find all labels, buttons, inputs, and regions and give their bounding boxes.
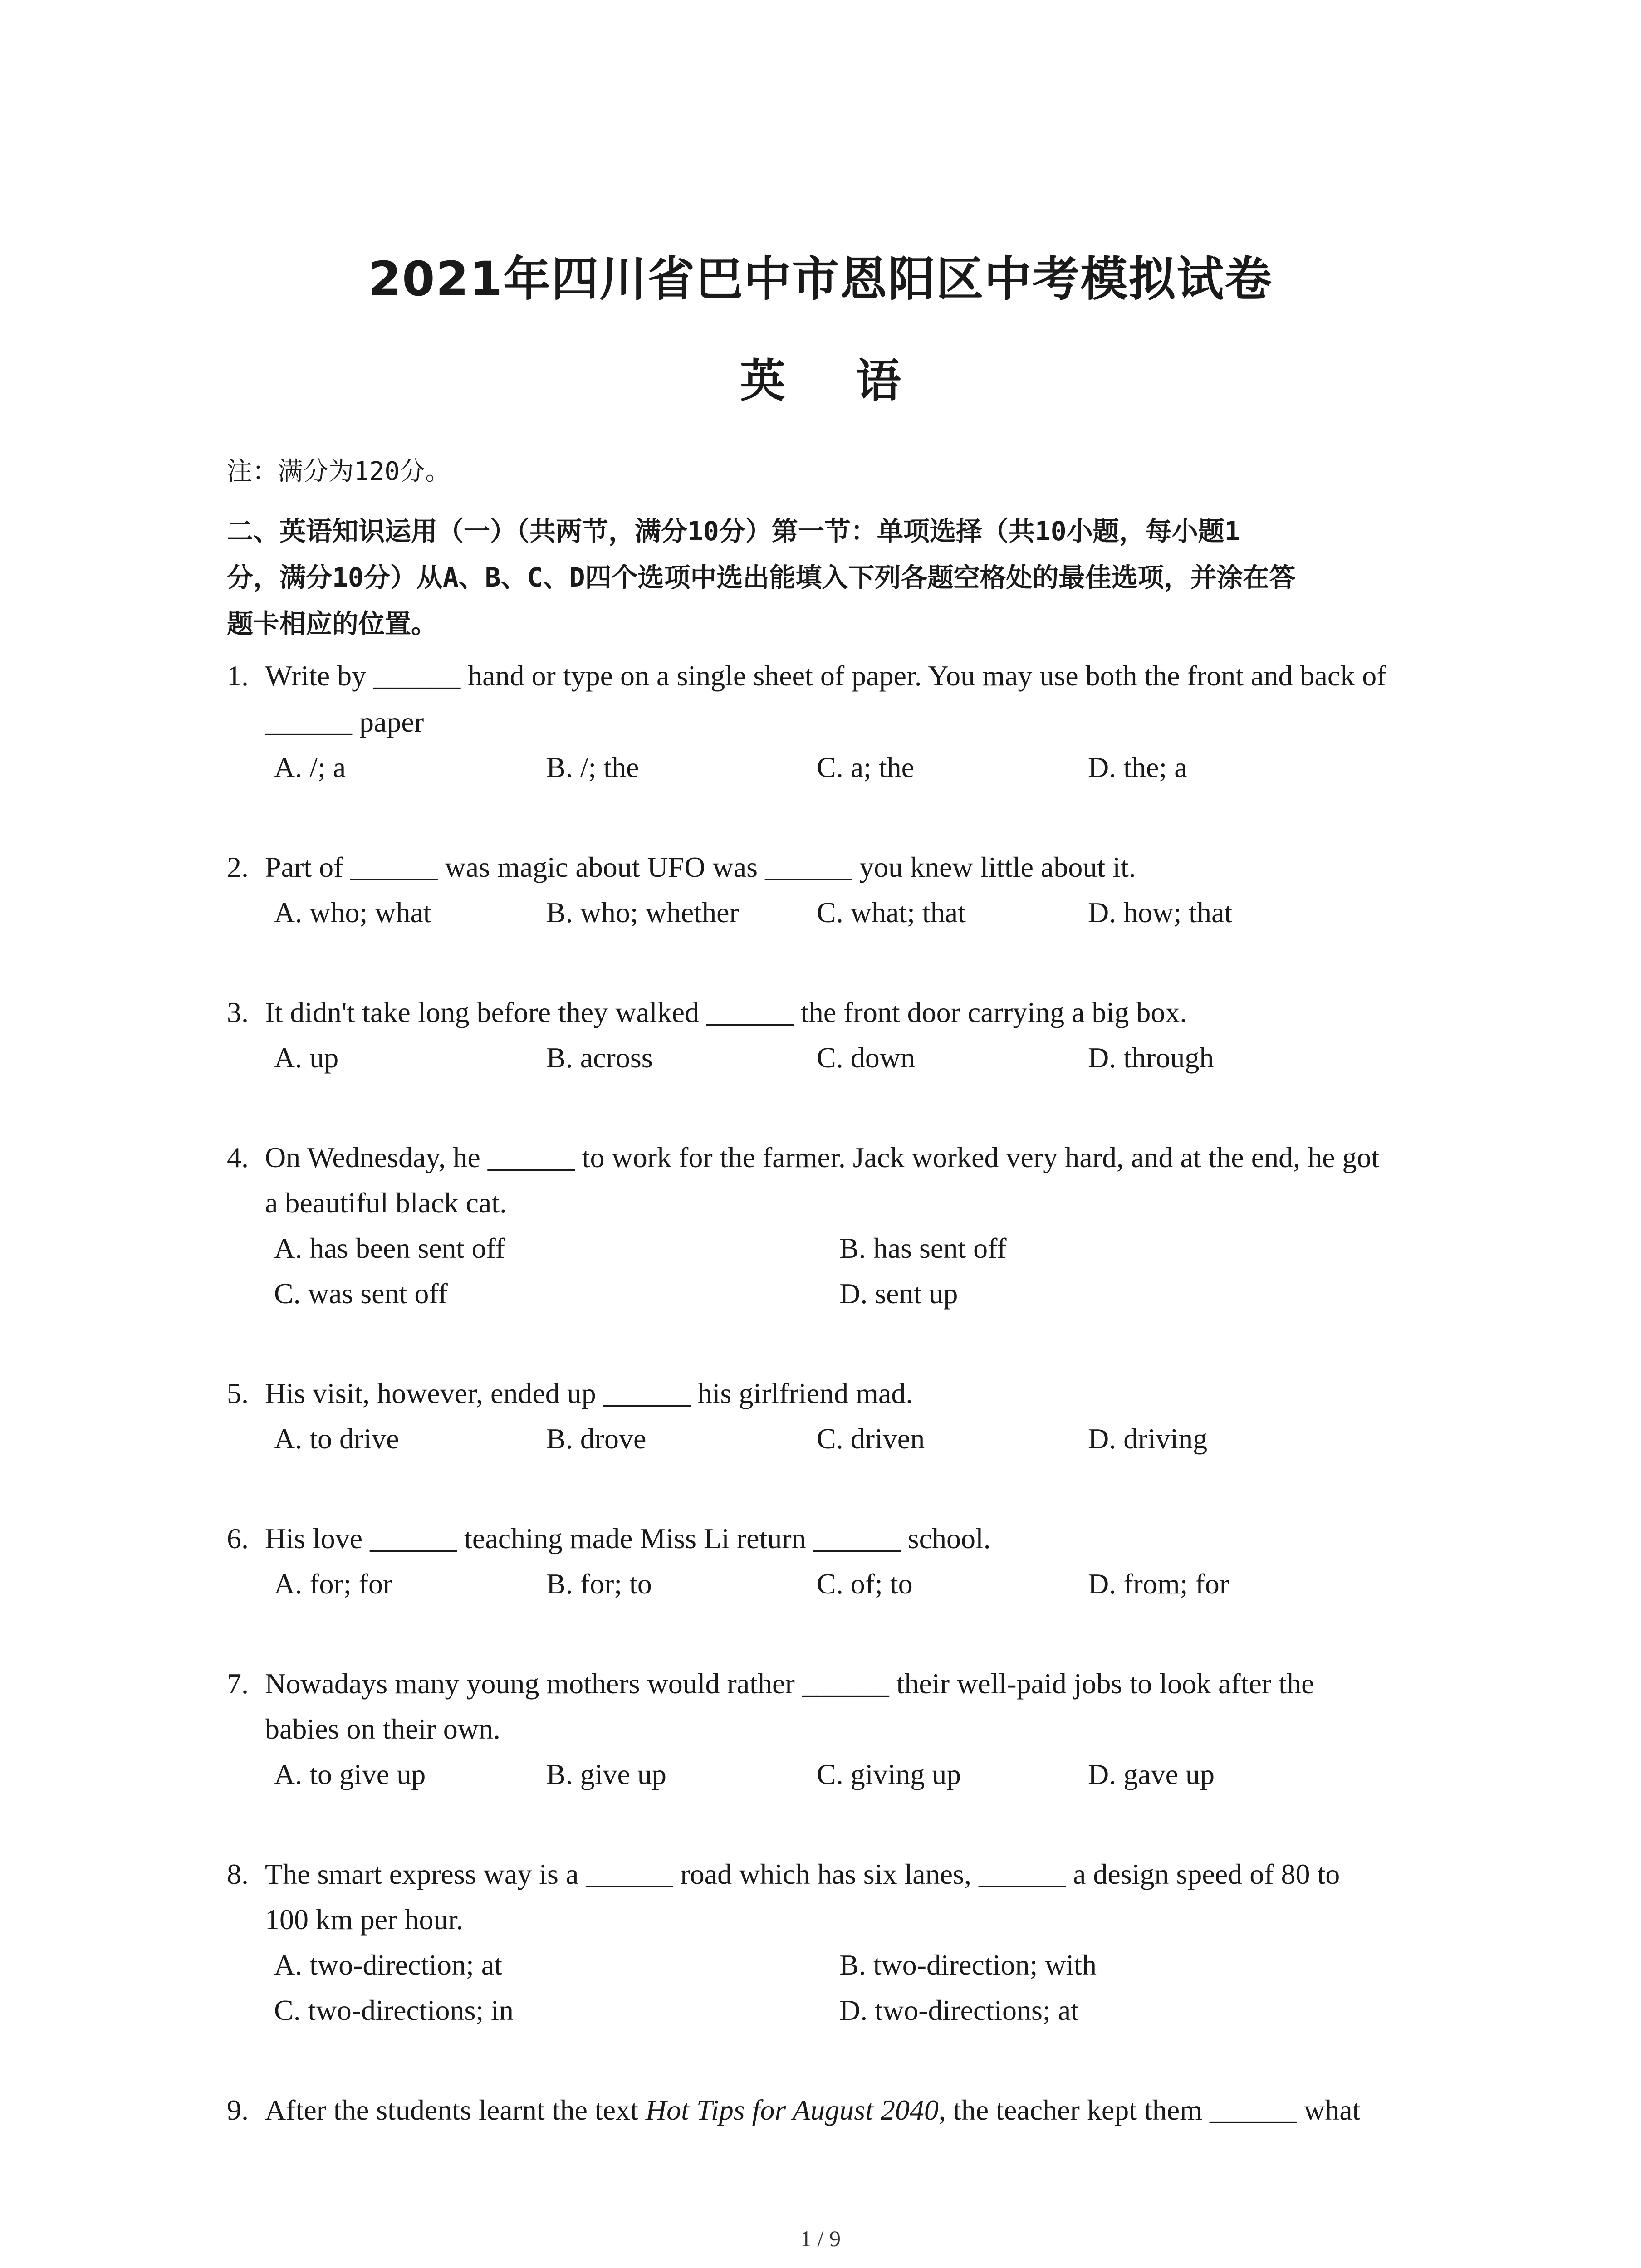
page-number: 1 / 9 (800, 2226, 841, 2251)
option-d[interactable]: D. gave up (1088, 1758, 1215, 1790)
option-b[interactable]: B. drove (546, 1422, 647, 1455)
question-number: 8. (227, 1858, 249, 1890)
question-text: Write by ______ hand or type on a single sheet of paper. You may use both the front and back of (265, 660, 1386, 692)
option-c[interactable]: C. of; to (817, 1568, 913, 1600)
question-text: babies on their own. (265, 1713, 500, 1745)
section-instructions-line: 题卡相应的位置。 (227, 608, 438, 639)
question-number: 3. (227, 996, 249, 1028)
section-instructions-line: 二、英语知识运用（一）（共两节，满分10分）第一节：单项选择（共10小题，每小题1 (227, 516, 1240, 547)
option-c[interactable]: C. what; that (817, 896, 966, 929)
question-text: a beautiful black cat. (265, 1187, 507, 1219)
question-number: 5. (227, 1377, 249, 1409)
option-b[interactable]: B. for; to (546, 1568, 652, 1600)
option-c[interactable]: C. was sent off (274, 1277, 448, 1310)
option-d[interactable]: D. through (1088, 1041, 1214, 1074)
question-text (265, 2092, 1360, 2128)
option-a[interactable]: A. for; for (274, 1568, 393, 1600)
option-b[interactable]: B. two-direction; with (839, 1949, 1097, 1981)
option-d[interactable]: D. how; that (1088, 896, 1233, 929)
text-title: Hot Tips for August 2040 (645, 2094, 939, 2126)
option-d[interactable]: D. driving (1088, 1422, 1208, 1455)
option-c[interactable]: C. driven (817, 1422, 925, 1455)
option-a[interactable]: A. up (274, 1041, 339, 1074)
option-a[interactable]: A. who; what (274, 896, 431, 929)
option-c[interactable]: C. two-directions; in (274, 1994, 514, 2026)
option-c[interactable]: C. down (817, 1041, 915, 1074)
option-a[interactable]: A. to give up (274, 1758, 426, 1790)
option-a[interactable]: A. to drive (274, 1422, 399, 1455)
question-text: It didn't take long before they walked ______ the front door carrying a big box. (265, 996, 1187, 1028)
section-instructions (227, 508, 1461, 647)
question-number: 7. (227, 1667, 249, 1700)
option-b[interactable]: B. has sent off (839, 1232, 1007, 1264)
option-a[interactable]: A. two-direction; at (274, 1949, 502, 1981)
option-d[interactable]: D. sent up (839, 1277, 958, 1310)
option-c[interactable]: C. a; the (817, 751, 915, 783)
option-a[interactable]: A. /; a (274, 751, 346, 783)
question-number: 9. (227, 2094, 249, 2126)
question-text: ______ paper (265, 706, 424, 738)
option-d[interactable]: D. two-directions; at (839, 1994, 1079, 2026)
page-title: 2021年四川省巴中市恩阳区中考模拟试卷 (368, 251, 1273, 307)
option-a[interactable]: A. has been sent off (274, 1232, 505, 1264)
question-text: His visit, however, ended up ______ his girlfriend mad. (265, 1377, 913, 1409)
option-c[interactable]: C. giving up (817, 1758, 961, 1790)
question-number: 6. (227, 1522, 249, 1554)
score-note: 注：满分为120分。 (227, 457, 451, 486)
question-number: 4. (227, 1141, 249, 1173)
question-text: His love ______ teaching made Miss Li return ______ school. (265, 1522, 991, 1554)
question-text-end: , the teacher kept them ______ what (938, 2094, 1361, 2126)
option-b[interactable]: B. across (546, 1041, 653, 1074)
option-d[interactable]: D. from; for (1088, 1568, 1230, 1600)
section-instructions-line: 分，满分10分）从A、B、C、D四个选项中选出能填入下列各题空格处的最佳选项，并涂在答 (227, 562, 1296, 593)
option-b[interactable]: B. /; the (546, 751, 639, 783)
question-text: 100 km per hour. (265, 1903, 464, 1936)
option-d[interactable]: D. the; a (1088, 751, 1187, 783)
question-text: Nowadays many young mothers would rather ______ their well-paid jobs to look after the (265, 1667, 1314, 1700)
question-text-start: After the students learnt the text (265, 2094, 646, 2126)
page-subtitle: 英 语 (740, 354, 901, 407)
question-number: 1. (227, 660, 249, 692)
question-text: Part of ______ was magic about UFO was ______ you knew little about it. (265, 851, 1136, 883)
question-text: On Wednesday, he ______ to work for the farmer. Jack worked very hard, and at the end, he got (265, 1141, 1380, 1173)
question-text: The smart express way is a ______ road which has six lanes, ______ a design speed of 80 to (265, 1858, 1340, 1890)
option-b[interactable]: B. who; whether (546, 896, 739, 929)
question-number: 2. (227, 851, 249, 883)
option-b[interactable]: B. give up (546, 1758, 666, 1790)
